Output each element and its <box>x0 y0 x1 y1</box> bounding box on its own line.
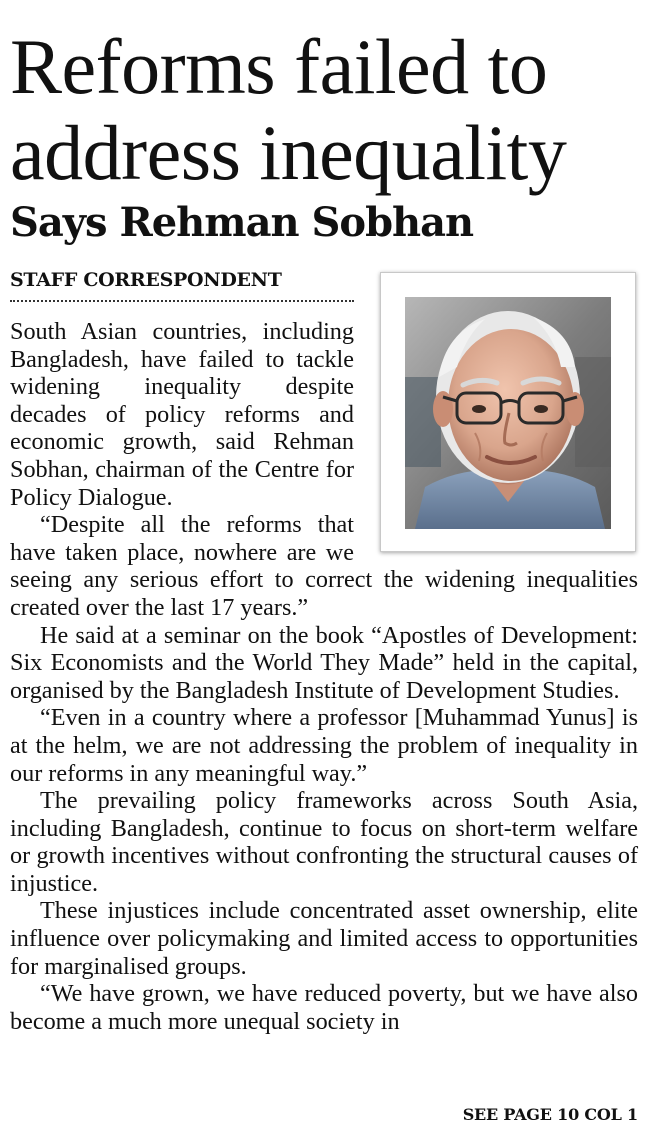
article-page <box>10 0 638 1144</box>
paragraph: “Even in a country where a professor [Muhammad Yunus] is at the helm, we are not addressing the problem of inequality in our reforms in any meaningful way.” <box>10 704 638 787</box>
headline <box>10 0 638 196</box>
photo-wrap-spacer <box>354 318 638 566</box>
paragraph: South Asian countries, including Bangladesh, have failed to tackle widening inequality despite decades of policy reforms and economic growth, said Rehman Sobhan, chairman of the Centre for Policy Dialogue. <box>10 318 354 511</box>
article-body <box>10 318 638 1035</box>
subhead: Says Rehman Sobhan <box>10 199 474 246</box>
paragraph: He said at a seminar on the book “Apostles of Development: Six Economists and the World They Made” held in the capital, organised by the Bangladesh Institute of Development Studies. <box>10 621 638 704</box>
paragraph: “Despite all the reforms that have taken place, nowhere are we seeing any serious effort to correct the widening inequalities created over the last 17 years.” <box>10 511 638 621</box>
continuation-jump: SEE PAGE 10 COL 1 <box>462 1105 638 1124</box>
paragraph: “We have grown, we have reduced poverty, but we have also become a much more unequal society in <box>10 980 638 1035</box>
paragraph: The prevailing policy frameworks across South Asia, including Bangladesh, continue to focus on short-term welfare or growth incentives without confronting the structural causes of injustice. <box>10 787 638 897</box>
byline: STAFF CORRESPONDENT <box>10 269 282 291</box>
headline-line-1: Reforms failed to <box>10 23 548 110</box>
byline-block <box>10 266 354 302</box>
byline-divider <box>10 300 354 302</box>
headline-line-2: address inequality <box>10 109 567 196</box>
paragraph: These injustices include concentrated asset ownership, elite influence over policymaking and limited access to opportunities for marginalised groups. <box>10 897 638 980</box>
